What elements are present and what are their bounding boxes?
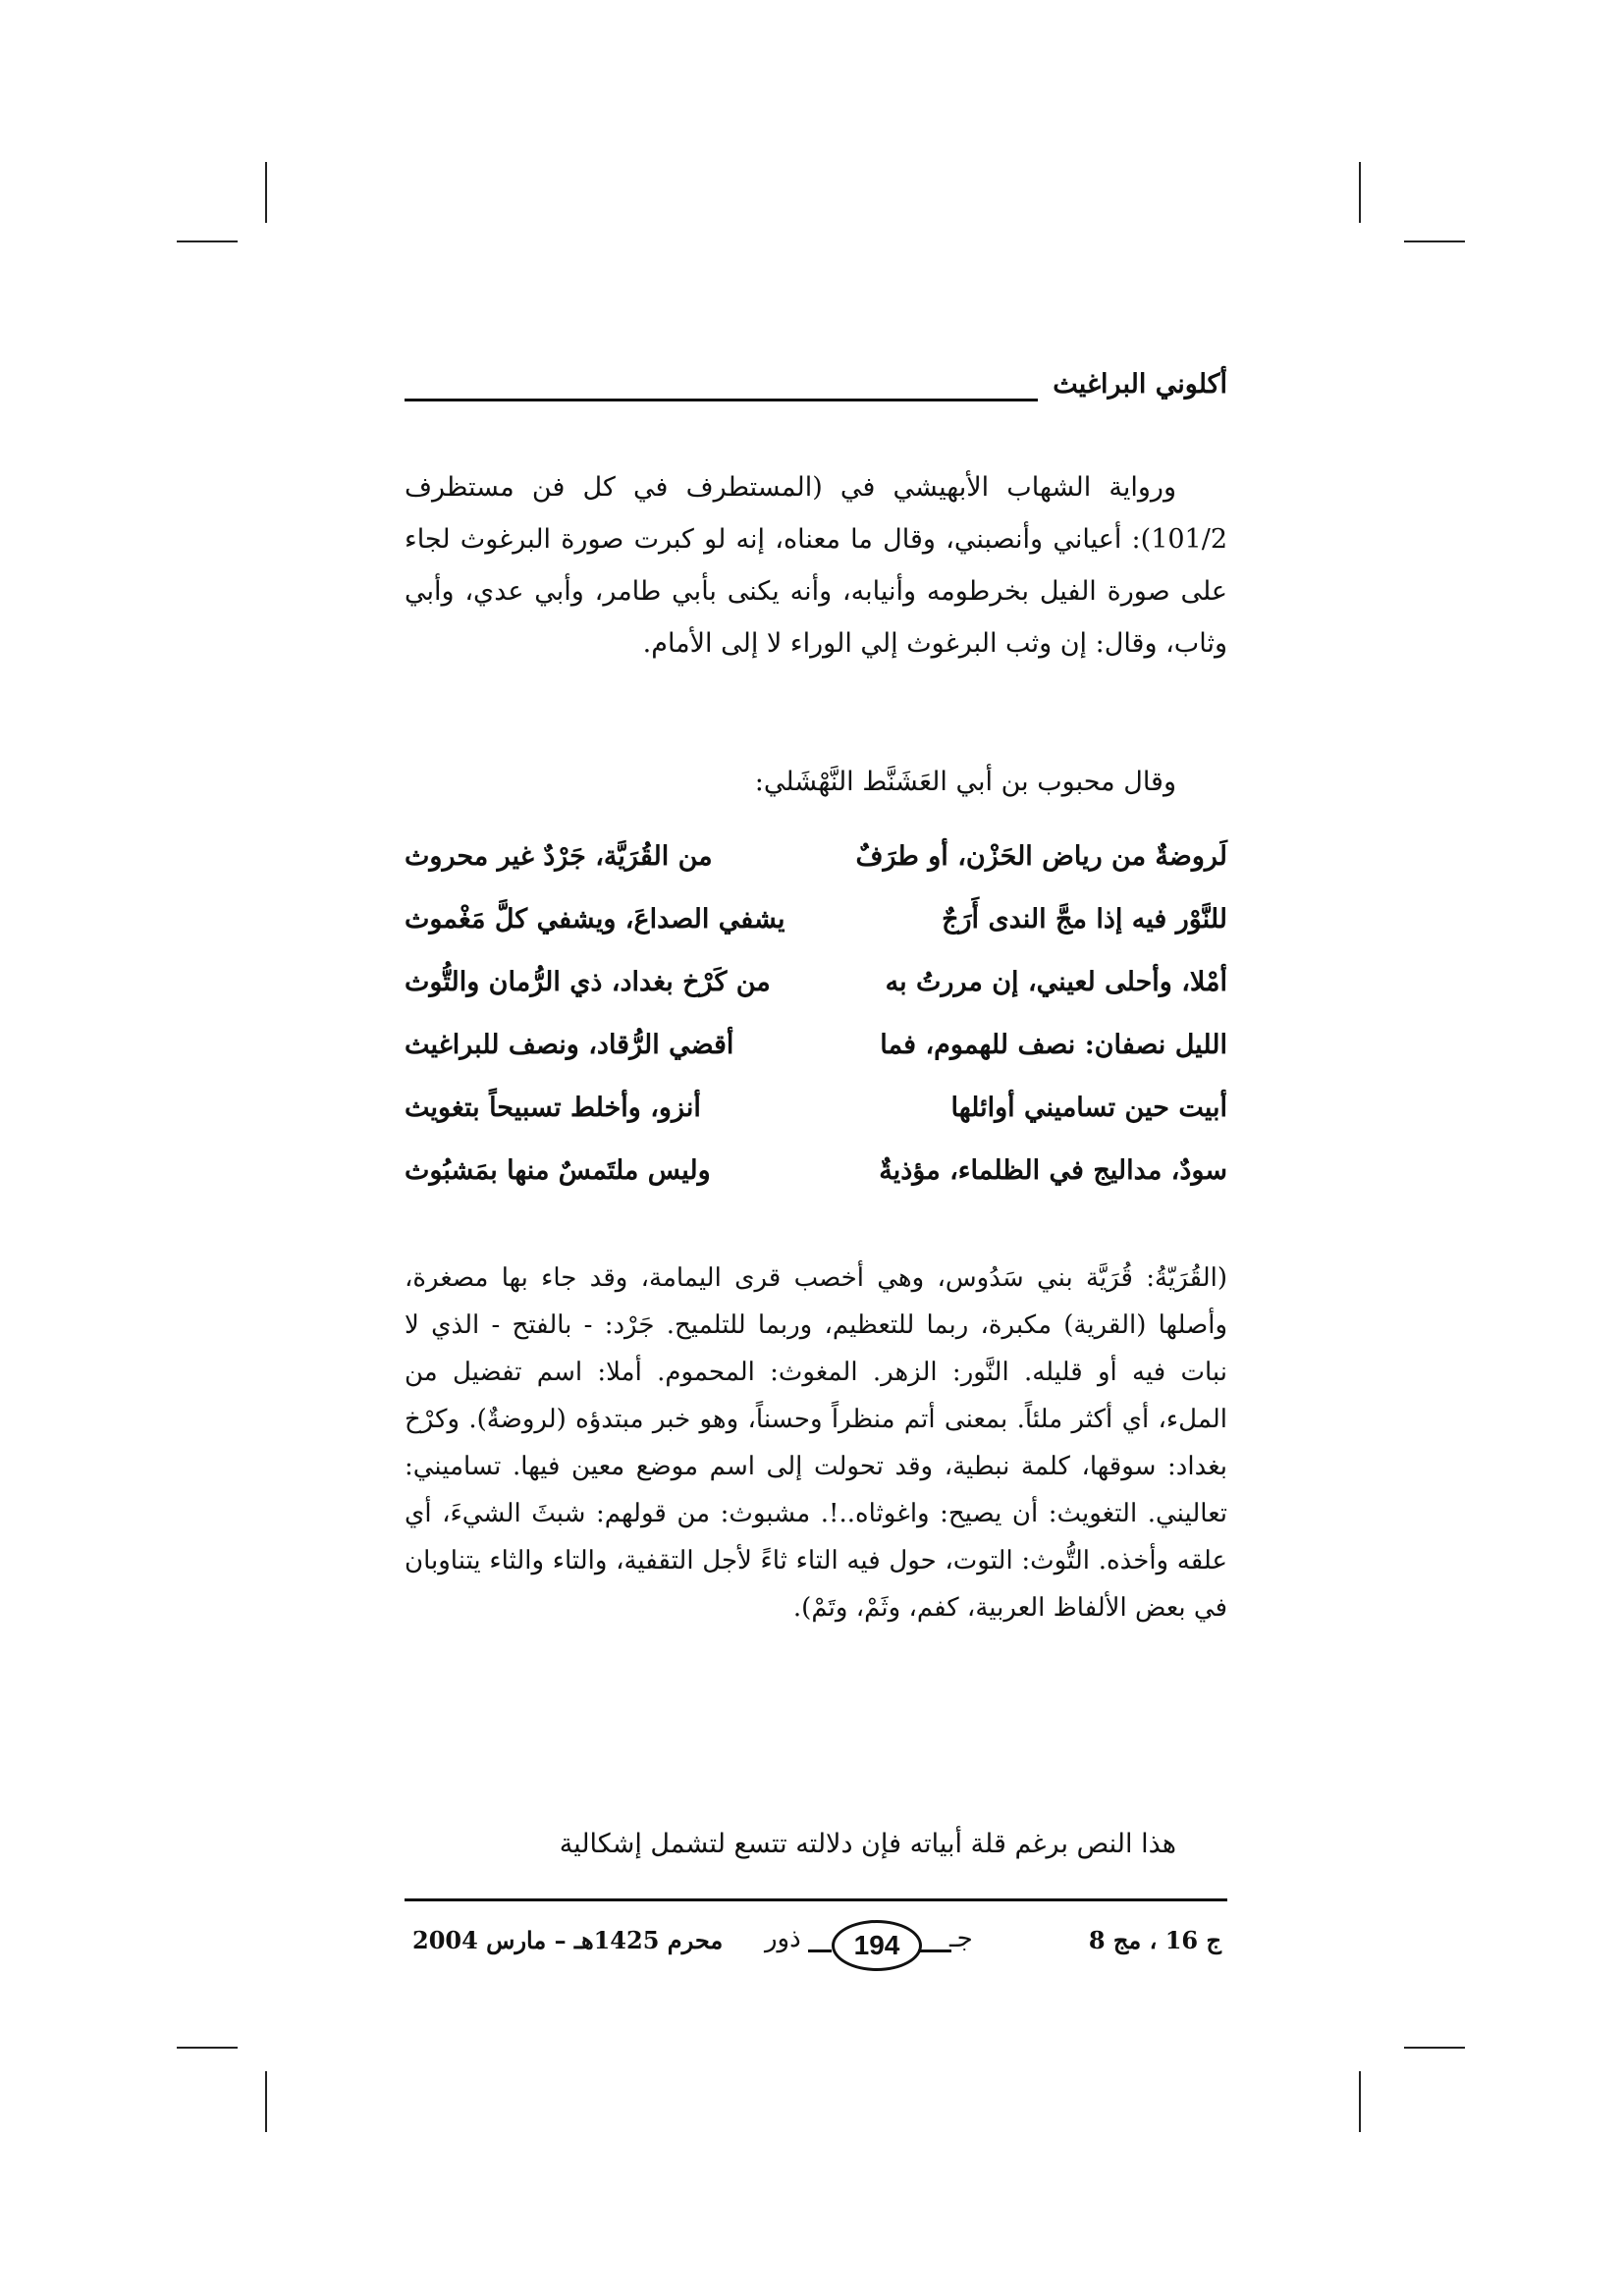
closing-paragraph: هذا النص برغم قلة أبياته فإن دلالته تتسع لتشمل إشكالية [559,1829,1176,1859]
page-number: 194 [832,1920,922,1971]
emblem-line [918,1949,951,1952]
crop-mark [1404,240,1465,242]
verse [405,825,1227,887]
emblem-text-jim: جـ [949,1924,973,1953]
header-title: أكلوني البراغيث [1053,369,1227,400]
verse-second-hemistich: من القُرَيَّة، جَرْدٌ غير محروث [405,840,713,872]
paragraph-text: ورواية الشهاب الأبهيشي في (المستطرف في كل فن مستظرف 101/2): أعياني وأنصبني، وقال ما معناه، إنه لو كبرت صورة البرغوث لجاء على صورة الفيل بخرطومه وأنيابه، وأنه يكنى بأبي طامر، وأبي عدي، وأبي وثاب، وقال: إن وثب البرغوث إلي الوراء لا إلى الأمام. [405,472,1227,659]
crop-mark [177,2047,238,2049]
emblem-text-thur: ذور [765,1924,801,1953]
verse [405,1076,1227,1139]
verse-first-hemistich: سودٌ، مداليج في الظلماء، مؤذيةٌ [879,1154,1227,1186]
verse-second-hemistich: من كَرْخ بغداد، ذي الرُّمان والتُّوث [405,966,771,997]
crop-mark [265,2071,267,2132]
journal-emblem [753,1914,999,1969]
verse-second-hemistich: وليس ملتَمسٌ منها بمَشبُوث [405,1154,711,1186]
crop-mark [1404,2047,1465,2049]
crop-mark [265,162,267,223]
emblem-line [808,1949,832,1952]
verse [405,887,1227,950]
verse-first-hemistich: أمْلا، وأحلى لعيني، إن مررتُ به [885,966,1227,997]
crop-mark [1359,2071,1361,2132]
page-footer [405,1914,1227,1973]
glossary-notes: (القُرَيّةُ: قُرَيَّة بني سَدُوس، وهي أخصب قرى اليمامة، وقد جاء بها مصغرة، وأصلها (القرية) مكبرة، ربما للتعظيم، وربما للتلميح. جَرْد: - بالفتح - الذي لا نبات فيه أو قليله. النَّور: الزهر. المغوث: المحموم. أملا: اسم تفضيل من الملء، أي أكثر ملئاً. بمعنى أتم منظراً وحسناً، وهو خبر مبتدؤه (لروضةٌ). وكرْخ بغداد: سوقها، كلمة نبطية، وقد تحولت إلى اسم موضع معين فيها. تساميني: تعاليني. التغويث: أن يصيح: واغوثاه..!. مشبوث: من قولهم: شبثَ الشيءَ، أي علقه وأخذه. التُّوث: التوت، حول فيه التاء ثاءً لأجل التقفية، والتاء والثاء يتناوبان في بعض الألفاظ العربية، كفم، وثَمْ، وتَمْ). [405,1263,1227,1623]
issue-date: محرم 1425هـ – مارس 2004 [412,1926,724,1954]
verse-first-hemistich: للنَّوْر فيه إذا مجَّ الندى أَرَجٌ [942,903,1227,934]
verse [405,1013,1227,1076]
verse [405,1139,1227,1201]
footer-rule [405,1898,1227,1901]
verse [405,950,1227,1013]
verse-first-hemistich: الليل نصفان: نصف للهموم، فما [880,1029,1227,1060]
intro-paragraph [405,461,1227,669]
verse-second-hemistich: أنزو، وأخلط تسبيحاً بتغويث [405,1092,701,1123]
verse-second-hemistich: أقضي الرُّقاد، ونصف للبراغيث [405,1029,734,1060]
verse-first-hemistich: أبيت حين تساميني أوائلها [950,1092,1227,1123]
crop-mark [1359,162,1361,223]
running-header [405,369,1227,408]
verse-second-hemistich: يشفي الصداعَ، ويشفي كلَّ مَغْموث [405,903,785,934]
issue-volume: ج 16 ، مج 8 [1088,1926,1221,1954]
crop-mark [177,240,238,242]
poem-introduction: وقال محبوب بن أبي العَشَنَّط النَّهْشَلي: [754,767,1176,797]
verse-first-hemistich: لَروضةٌ من رياض الحَزْن، أو طرَفٌ [855,840,1227,872]
poem [405,825,1227,1201]
header-rule [405,399,1038,401]
